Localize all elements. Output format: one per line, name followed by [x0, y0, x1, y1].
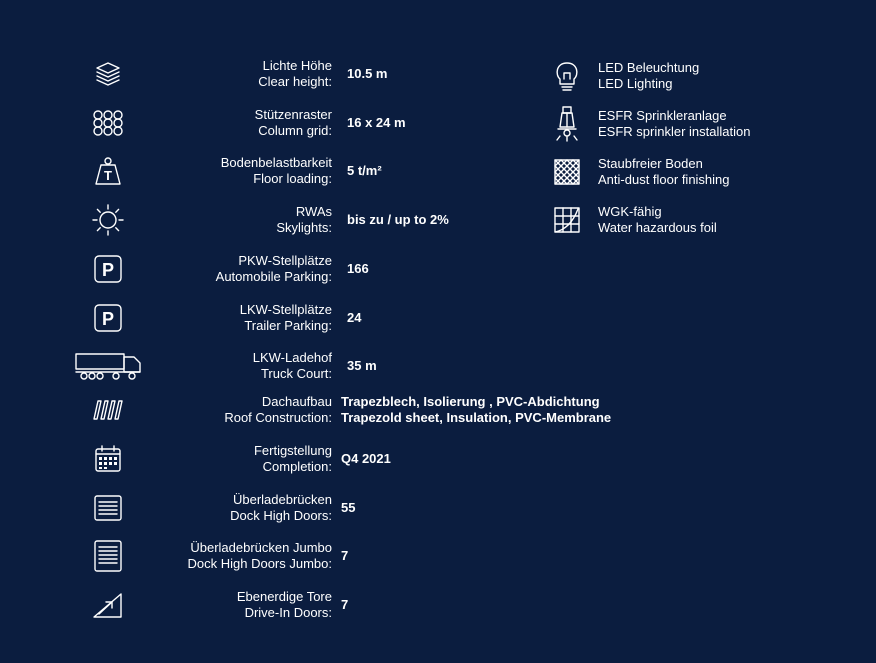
- spec-value: bis zu / up to 2%: [347, 212, 449, 227]
- spec-row-skylights: [0, 197, 520, 243]
- spec-value: 7: [341, 548, 349, 563]
- feature-label: LED Beleuchtung LED Lighting: [598, 60, 700, 91]
- spec-row-automobile-parking: [0, 246, 520, 292]
- spec-label: Fertigstellung Completion:: [253, 443, 332, 474]
- spec-label: Stützenraster Column grid:: [254, 107, 332, 138]
- spec-value: 55: [341, 500, 356, 515]
- layers-icon: [90, 56, 126, 92]
- calendar-icon: [90, 441, 126, 477]
- drive-in-door-icon: [90, 587, 126, 623]
- svg-text:T: T: [104, 168, 112, 183]
- feature-label: Staubfreier Boden Anti-dust floor finishing: [598, 156, 730, 187]
- svg-text:P: P: [101, 260, 115, 280]
- weight-icon: [90, 153, 126, 189]
- light-bulb-icon: [545, 57, 589, 95]
- spec-row-drive-in-doors: [0, 582, 520, 628]
- truck-icon: [74, 348, 144, 384]
- spec-label: LKW-Ladehof Truck Court:: [252, 350, 332, 381]
- spec-row-floor-loading: [0, 148, 520, 194]
- spec-row-clear-height: [0, 51, 520, 97]
- roof-icon: [90, 392, 126, 428]
- feature-row-sprinkler: [545, 101, 865, 147]
- spec-label: RWAs Skylights:: [276, 204, 332, 235]
- parking-icon: [90, 300, 126, 336]
- spec-row-completion: [0, 436, 520, 482]
- spec-value: 166: [347, 261, 369, 276]
- spec-row-trailer-parking: [0, 295, 520, 341]
- column-grid-icon: [90, 105, 126, 141]
- chart-grid-icon: [545, 201, 589, 239]
- spec-value: 7: [341, 597, 349, 612]
- spec-row-truck-court: [0, 343, 520, 389]
- spec-value: Trapezblech, Isolierung , PVC-Abdichtung Trapezold sheet, Insulation, PVC-Membrane: [341, 394, 612, 425]
- spec-value: 35 m: [347, 358, 377, 373]
- spec-label: Lichte Höhe Clear height:: [258, 58, 332, 89]
- spec-value: 10.5 m: [347, 66, 388, 81]
- spec-label: PKW-Stellplätze Automobile Parking:: [215, 253, 332, 284]
- spec-row-dock-high-doors-jumbo: [0, 533, 520, 579]
- feature-row-anti-dust-floor: [545, 149, 865, 195]
- spec-label: Bodenbelastbarkeit Floor loading:: [220, 155, 332, 186]
- parking-icon: [90, 251, 126, 287]
- feature-row-led-lighting: [545, 53, 865, 99]
- spec-row-roof-construction: [0, 387, 612, 433]
- sun-icon: [90, 202, 126, 238]
- spec-label: Überladebrücken Jumbo Dock High Doors Jumbo:: [187, 540, 332, 571]
- spec-label: Dachaufbau Roof Construction:: [224, 394, 332, 425]
- spec-value: 16 x 24 m: [347, 115, 406, 130]
- spec-label: Überladebrücken Dock High Doors:: [230, 492, 332, 523]
- spec-value: 24: [347, 310, 362, 325]
- spec-row-dock-high-doors: [0, 485, 520, 531]
- dock-door-jumbo-icon: [90, 538, 126, 574]
- spec-label: Ebenerdige Tore Drive-In Doors:: [236, 589, 332, 620]
- svg-text:P: P: [101, 309, 115, 329]
- feature-row-water-hazardous-foil: [545, 197, 865, 243]
- spec-row-column-grid: [0, 100, 520, 146]
- spec-value: Q4 2021: [341, 451, 391, 466]
- sprinkler-icon: [545, 105, 589, 143]
- feature-label: ESFR Sprinkleranlage ESFR sprinkler installation: [598, 108, 751, 139]
- feature-label: WGK-fähig Water hazardous foil: [598, 204, 717, 235]
- spec-label: LKW-Stellplätze Trailer Parking:: [239, 302, 332, 333]
- dock-door-icon: [90, 490, 126, 526]
- spec-value: 5 t/m²: [347, 163, 382, 178]
- floor-pattern-icon: [545, 153, 589, 191]
